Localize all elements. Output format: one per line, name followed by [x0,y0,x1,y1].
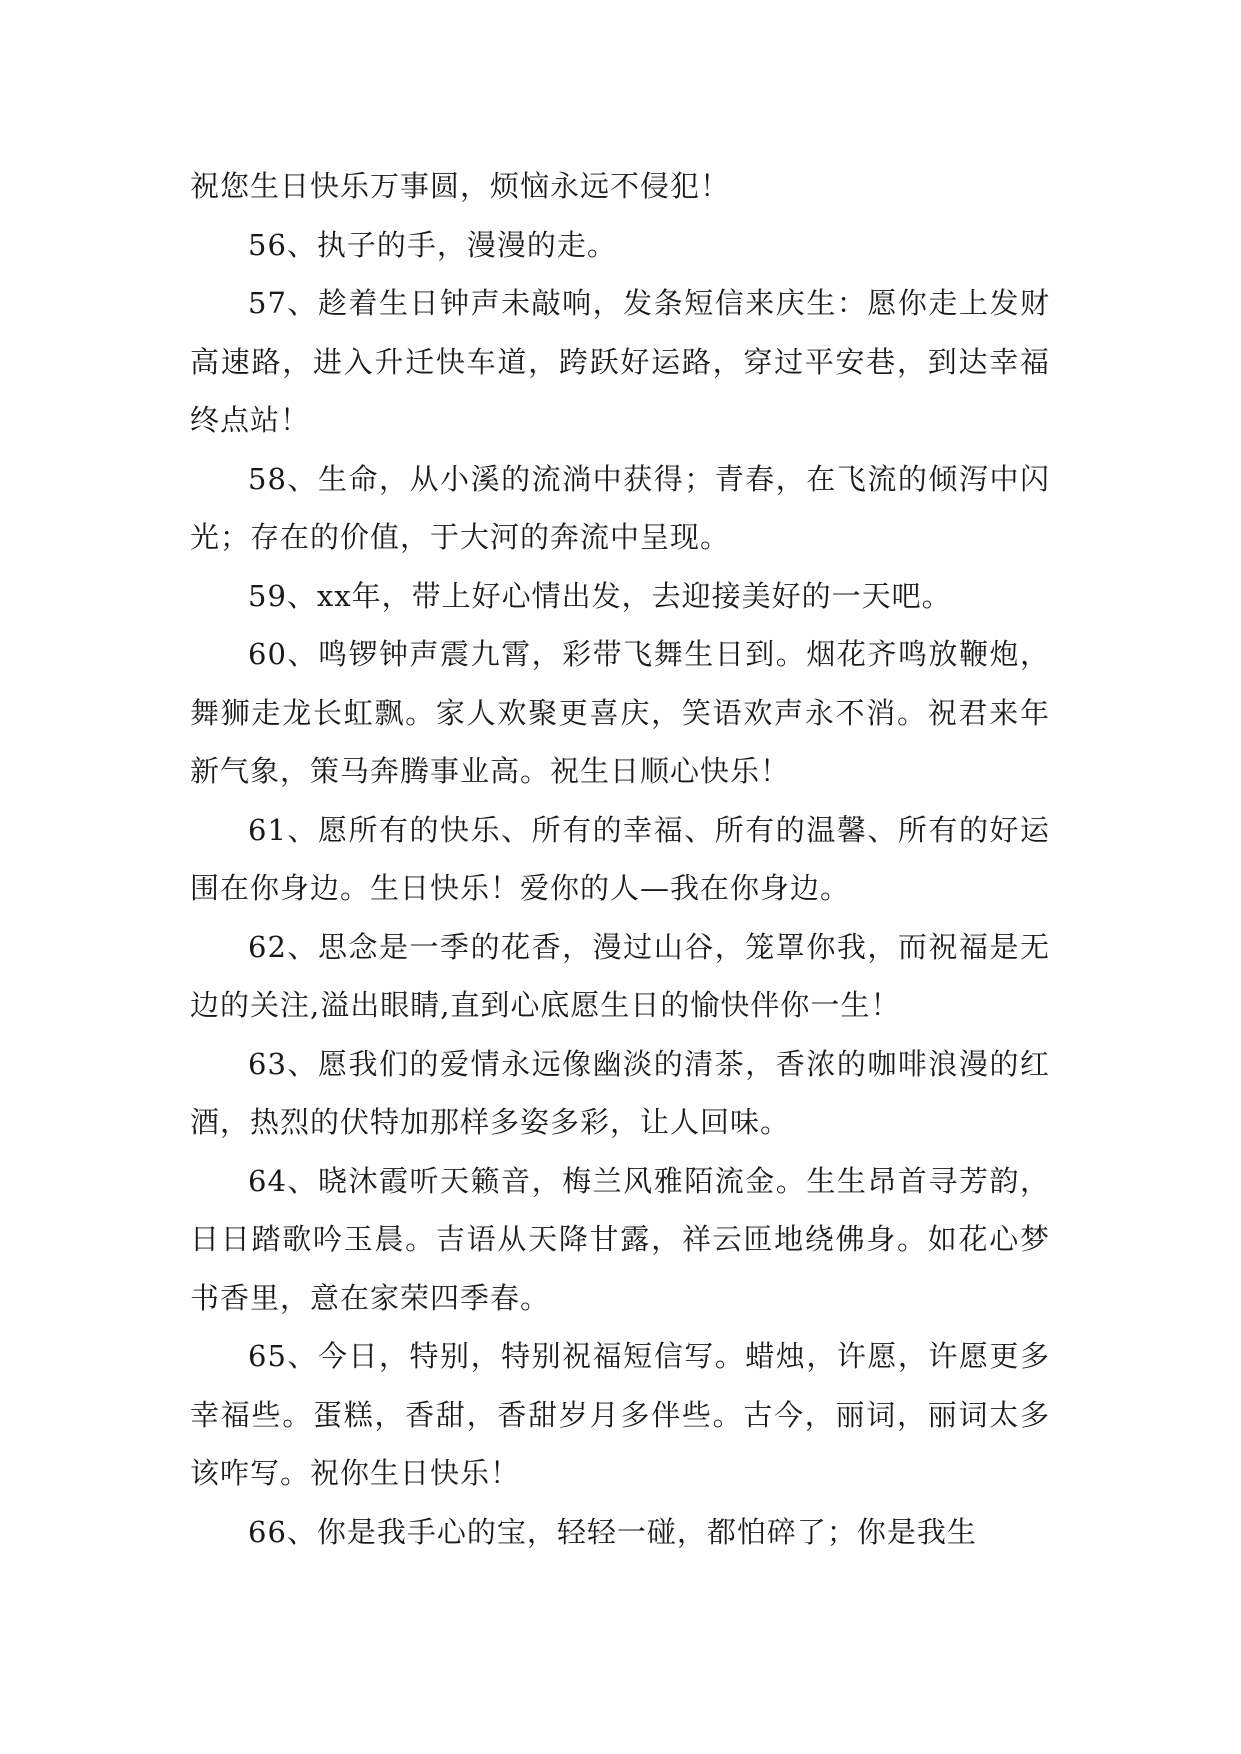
paragraph-59: 59、xx年，带上好心情出发，去迎接美好的一天吧。 [248,578,952,613]
paragraph-57: 57、趁着生日钟声未敲响，发条短信来庆生：愿你走上发财高速路，进入升迁快车道，跨跃好运路，穿过平安巷，到达幸福终点站！ [190,286,1050,437]
paragraph-60: 60、鸣锣钟声震九霄，彩带飞舞生日到。烟花齐鸣放鞭炮，舞狮走龙长虹飘。家人欢聚更喜庆，笑语欢声永不消。祝君来年新气象，策马奔腾事业高。祝生日顺心快乐！ [190,637,1050,788]
document-body [190,157,1050,1561]
paragraph-64: 64、晓沐霞听天籁音，梅兰风雅陌流金。生生昂首寻芳韵，日日踏歌吟玉晨。吉语从天降甘露，祥云匝地绕佛身。如花心梦书香里，意在家荣四季春。 [190,1163,1050,1315]
paragraph-63: 63、愿我们的爱情永远像幽淡的清茶，香浓的咖啡浪漫的红酒，热烈的伏特加那样多姿多彩，让人回味。 [190,1046,1050,1139]
paragraph-continuation: 祝您生日快乐万事圆，烦恼永远不侵犯！ [190,169,731,203]
paragraph-62: 62、思念是一季的花香，漫过山谷，笼罩你我，而祝福是无边的关注,溢出眼睛,直到心底愿生日的愉快伴你一生！ [190,929,1050,1022]
paragraph-65: 65、今日，特别，特别祝福短信写。蜡烛，许愿，许愿更多幸福些。蛋糕，香甜，香甜岁月多伴些。古今，丽词，丽词太多该咋写。祝你生日快乐！ [190,1339,1050,1490]
paragraph-58: 58、生命，从小溪的流淌中获得；青春，在飞流的倾泻中闪光；存在的价值，于大河的奔流中呈现。 [190,461,1050,554]
paragraph-66: 66、你是我手心的宝，轻轻一碰，都怕碎了；你是我生 [248,1514,977,1549]
paragraph-56: 56、执子的手，漫漫的走。 [248,227,617,262]
paragraph-61: 61、愿所有的快乐、所有的幸福、所有的温馨、所有的好运围在你身边。生日快乐！爱你的人—我在你身边。 [190,812,1050,905]
